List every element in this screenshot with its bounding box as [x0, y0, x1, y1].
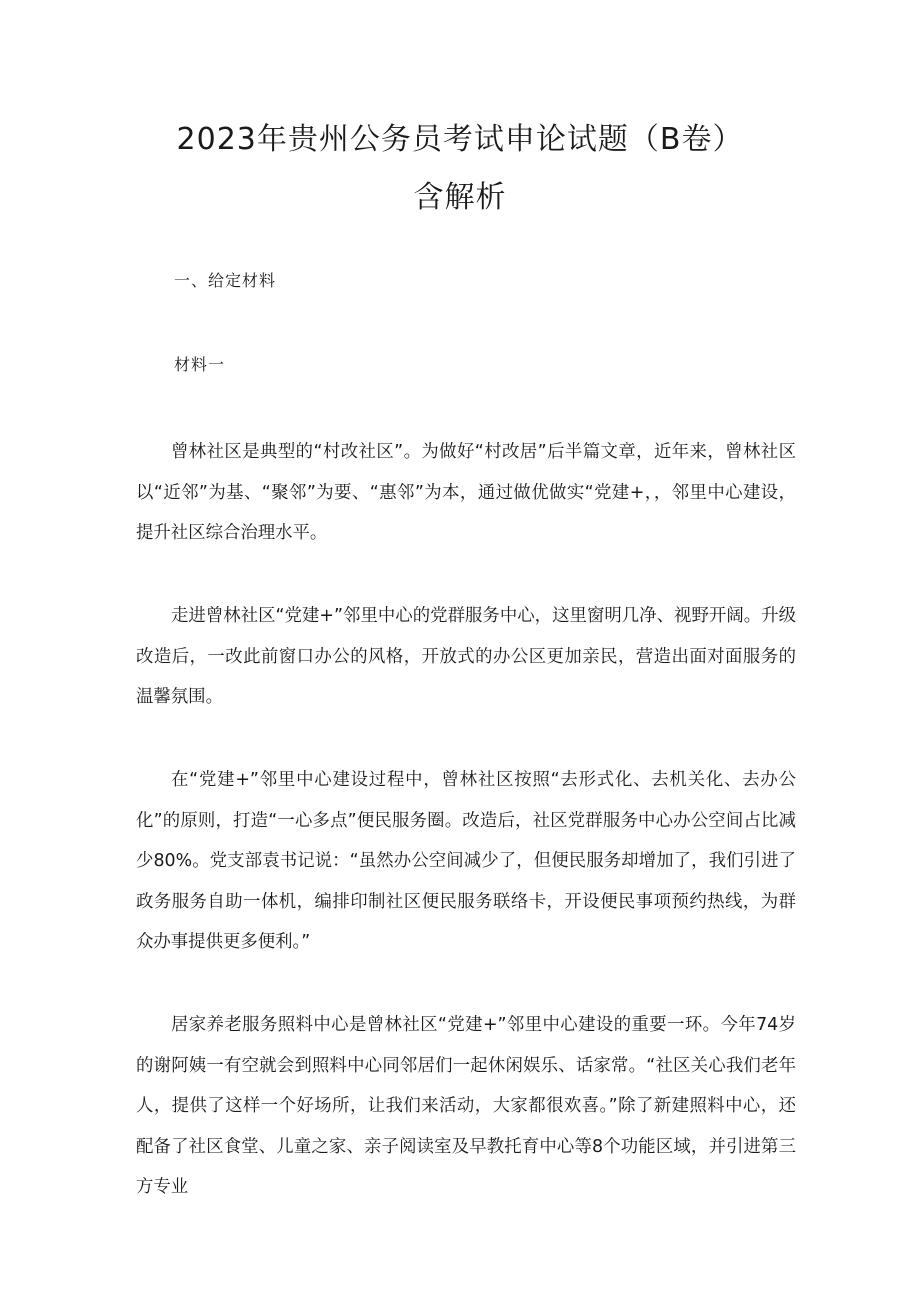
document-title: 2023年贵州公务员考试申论试题（B卷） — [176, 122, 744, 157]
material-heading: 材料一 — [174, 355, 226, 374]
paragraph-2: 走进曾林社区“党建+”邻里中心的党群服务中心，这里窗明几净、视野开阔。升级改造后，一改此前窗口办公的风格，开放式的办公区更加亲民，营造出面对面服务的温馨氛围。 — [136, 606, 796, 707]
paragraph-1: 曾林社区是典型的“村改社区”。为做好“村改居”后半篇文章，近年来，曾林社区以“近邻”为基、“聚邻”为要、“惠邻”为本，通过做优做实“党建+，，邻里中心建设，提升社区综合治理水平。 — [136, 442, 796, 543]
paragraph-4: 居家养老服务照料中心是曾林社区“党建+”邻里中心建设的重要一环。今年74岁的谢阿姨一有空就会到照料中心同邻居们一起休闲娱乐、话家常。“社区关心我们老年人，提供了这样一个好场所，让我们来活动，大家都很欢喜。”除了新建照料中心，还配备了社区食堂、儿童之家、亲子阅读室及早教托育中心等8个功能区域，并引进第三方专业 — [136, 1015, 796, 1197]
paragraph-3: 在“党建+”邻里中心建设过程中，曾林社区按照“去形式化、去机关化、去办公化”的原则，打造“一心多点”便民服务圈。改造后，社区党群服务中心办公空间占比减少80%。党支部袁书记说：“虽然办公空间减少了，但便民服务却增加了，我们引进了政务服务自助一体机，编排印制社区便民服务联络卡，开设便民事项预约热线，为群众办事提供更多便利。” — [136, 770, 796, 952]
section-heading: 一、给定材料 — [174, 271, 277, 290]
document-subtitle: 含解析 — [413, 180, 507, 215]
